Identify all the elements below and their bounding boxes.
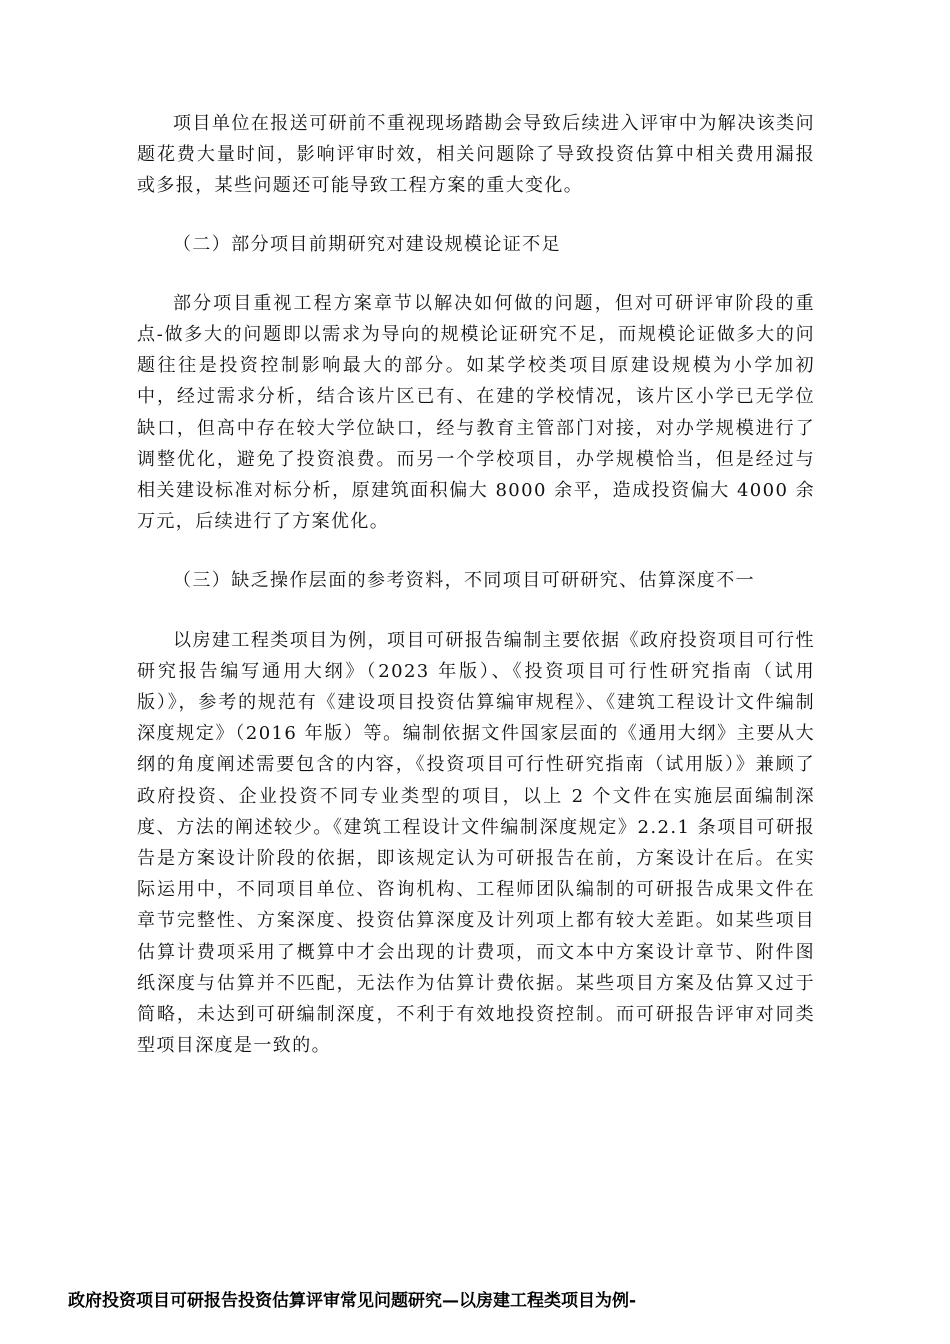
paragraph-site-survey: 项目单位在报送可研前不重视现场踏勘会导致后续进入评审中为解决该类问题花费大量时间，影响评审时效，相关问题除了导致投资估算中相关费用漏报或多报，某些问题还可能导致工程方案的重大变化。 (137, 113, 815, 197)
paragraph-reference-materials: 以房建工程类项目为例，项目可研报告编制主要依据《政府投资项目可行性研究报告编写通用大纲》（2023 年版）、《投资项目可行性研究指南（试用版）》，参考的规范有《建设项目投资估算编审规程》、《建筑工程设计文件编制深度规定》（2016 年版）等。编制依据文件国家层面的《通用大纲》主要从大纲的角度阐述需要包含的内容，《投资项目可行性研究指南（试用版）》兼顾了政府投资、企业投资不同专业类型的项目，以上 2 个文件在实施层面编制深度、方法的阐述较少。《建筑工程设计文件编制深度规定》2.2.1 条项目可研报告是方案设计阶段的依据，即该规定认为可研报告在前，方案设计在后。在实际运用中，不同项目单位、咨询机构、工程师团队编制的可研报告成果文件在章节完整性、方案深度、投资估算深度及计列项上都有较大差距。如某些项目估算计费项采用了概算中才会出现的计费项，而文本中方案设计章节、附件图纸深度与估算并不匹配，无法作为估算计费依据。某些项目方案及估算又过于简略，未达到可研编制深度，不利于有效地投资控制。而可研报告评审对同类型项目深度是一致的。 (137, 629, 815, 1057)
page-footer-title: 政府投资项目可研报告投资估算评审常见问题研究—以房建工程类项目为例- (68, 1291, 637, 1311)
section-heading-2: （二）部分项目前期研究对建设规模论证不足 (173, 233, 561, 255)
section-heading-3: （三）缺乏操作层面的参考资料，不同项目可研研究、估算深度不一 (173, 570, 755, 592)
paragraph-scale-demonstration: 部分项目重视工程方案章节以解决如何做的问题，但对可研评审阶段的重点-做多大的问题即以需求为导向的规模论证研究不足，而规模论证做多大的问题往往是投资控制影响最大的部分。如某学校类项目原建设规模为小学加初中，经过需求分析，结合该片区已有、在建的学校情况，该片区小学已无学位缺口，但高中存在较大学位缺口，经与教育主管部门对接，对办学规模进行了调整优化，避免了投资浪费。而另一个学校项目，办学规模恰当，但是经过与相关建设标准对标分析，原建筑面积偏大 8000 余平，造成投资偏大 4000 余万元，后续进行了方案优化。 (137, 292, 815, 533)
document-body (137, 108, 815, 1061)
